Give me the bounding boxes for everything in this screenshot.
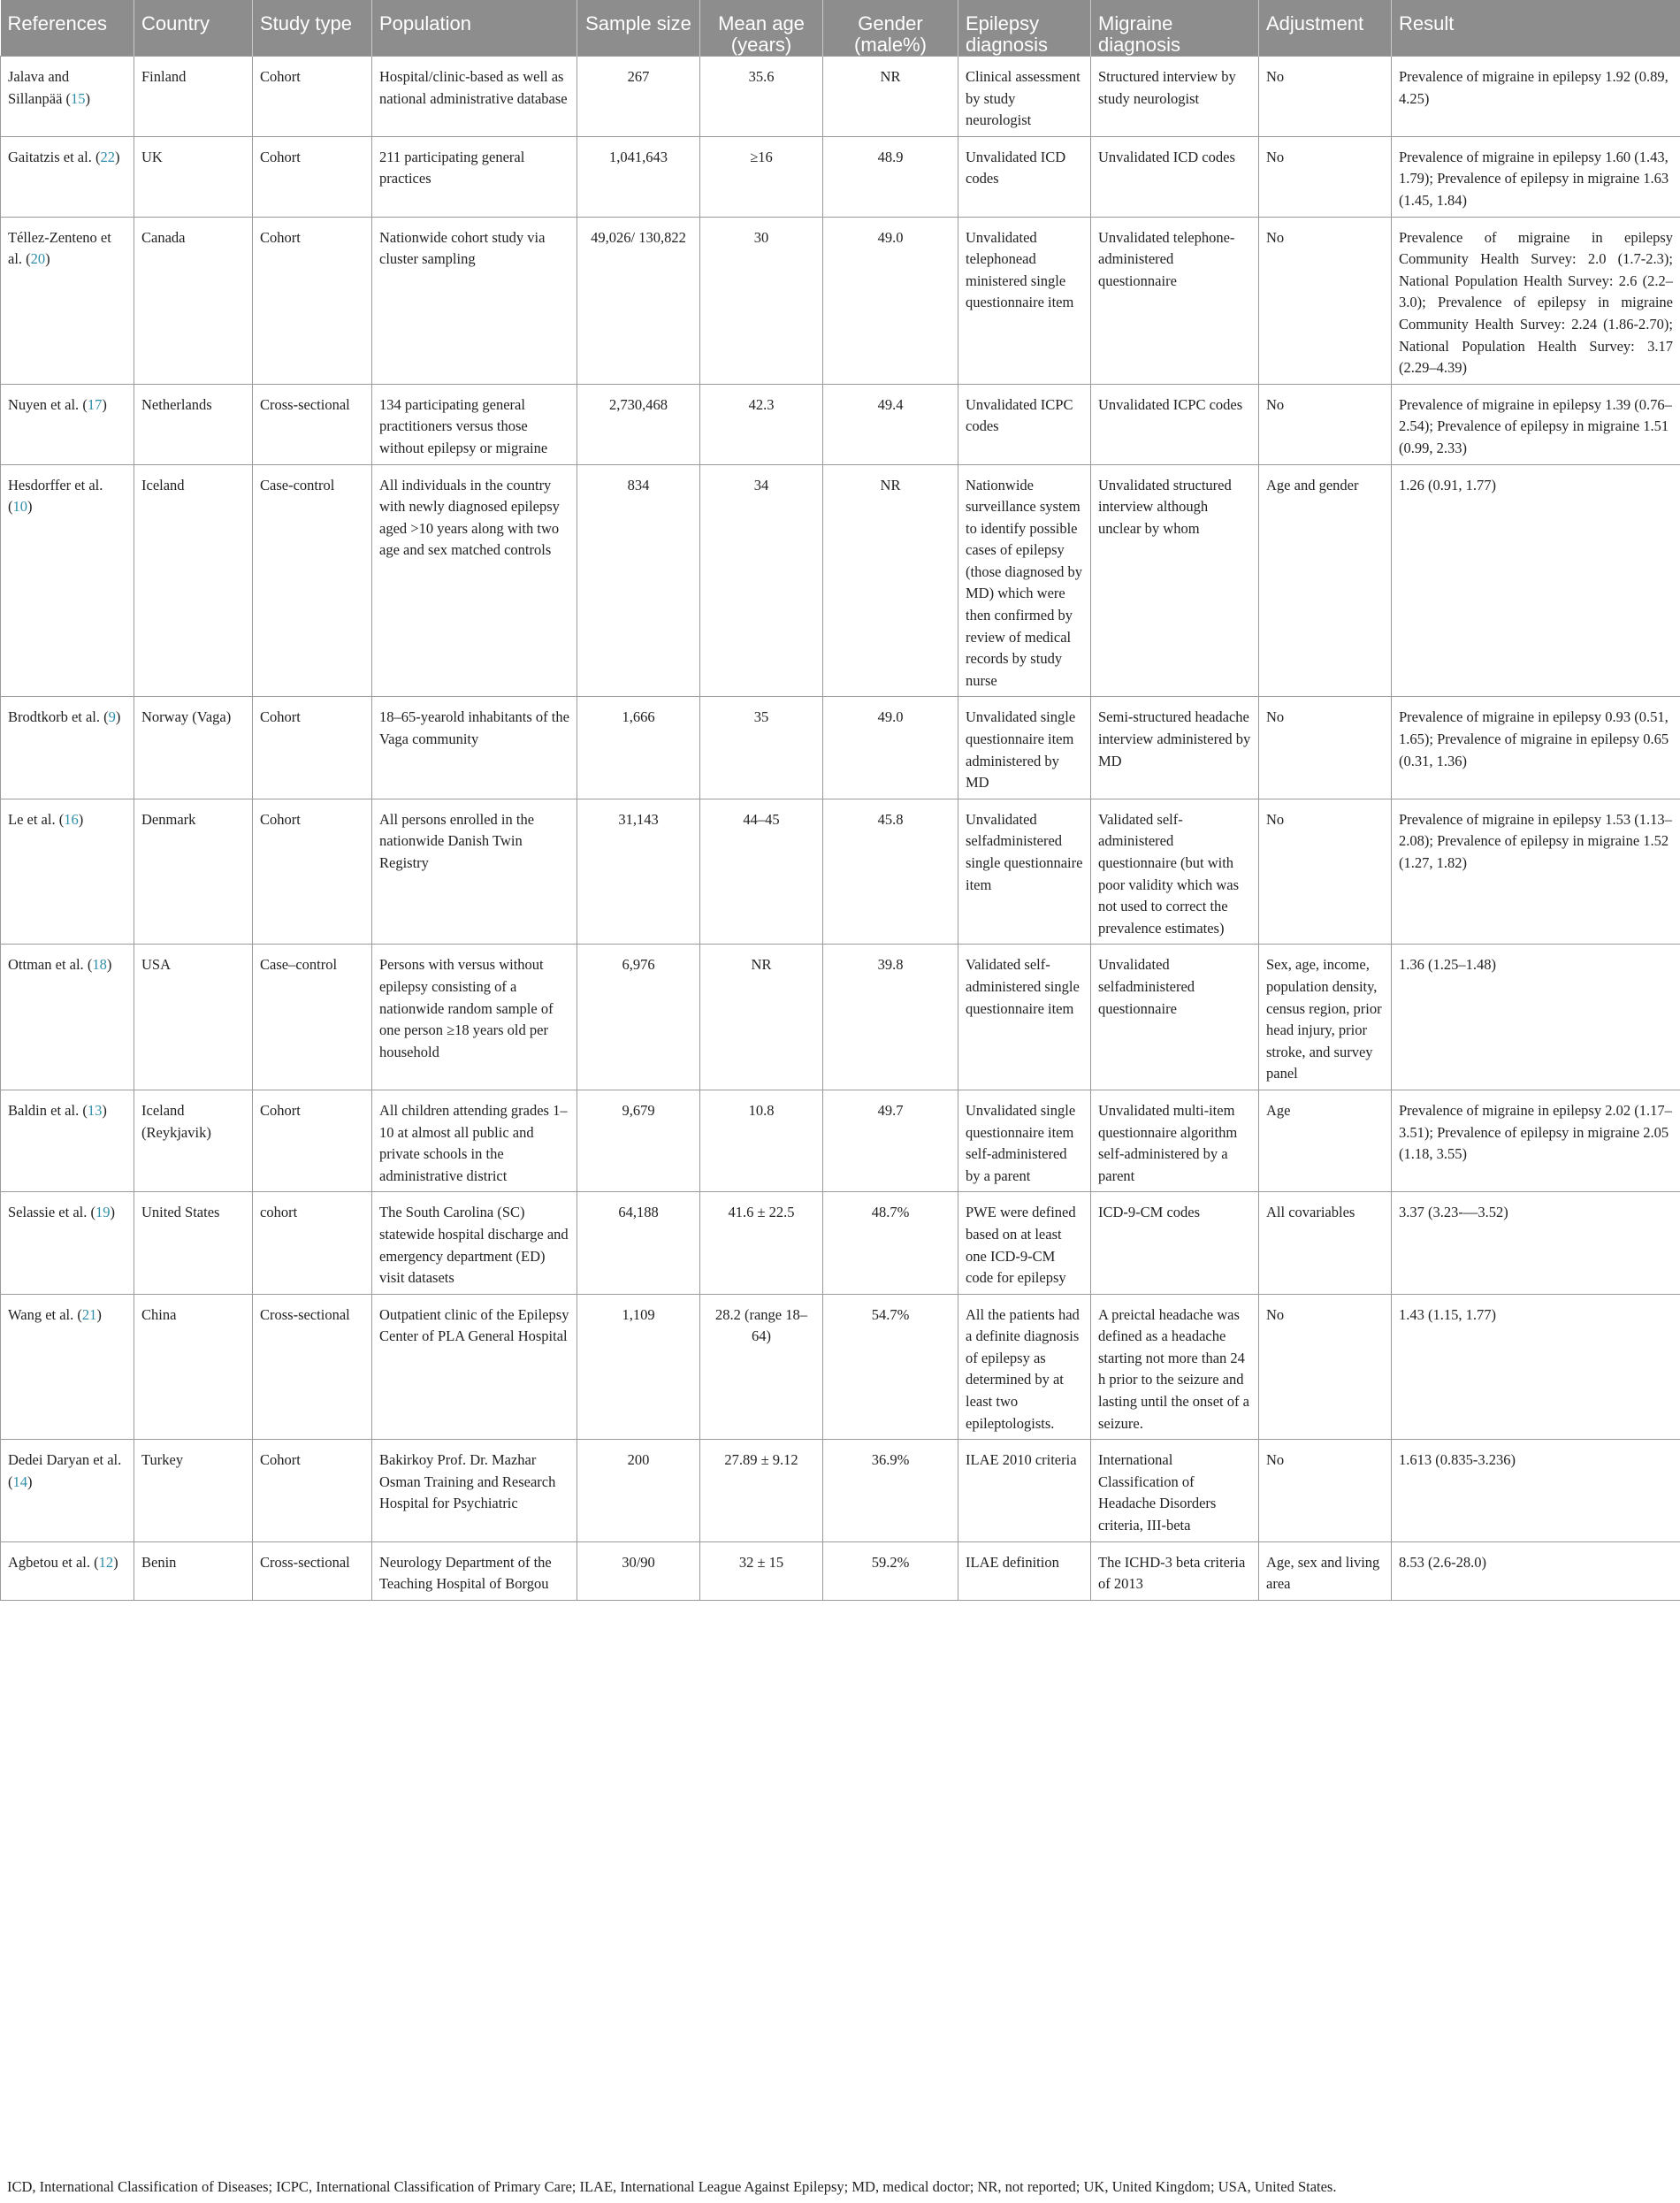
cell-mean-age: 44–45	[700, 799, 823, 945]
citation-link[interactable]: 19	[95, 1204, 111, 1221]
cell-population: 134 participating general practitioners versus those without epilepsy or migraine	[372, 384, 577, 464]
cell-migraine-diagnosis: Unvalidated ICD codes	[1091, 136, 1259, 217]
cell-gender: 49.0	[823, 697, 958, 799]
cell-study-type: Cohort	[253, 1090, 372, 1191]
cell-reference: Téllez-Zenteno et al. (20)	[1, 217, 134, 384]
cell-adjustment: No	[1259, 697, 1392, 799]
cell-migraine-diagnosis: ICD-9-CM codes	[1091, 1192, 1259, 1294]
cell-country: Iceland (Reykjavik)	[134, 1090, 253, 1191]
cell-country: Turkey	[134, 1440, 253, 1541]
cell-mean-age: NR	[700, 945, 823, 1090]
header-mean-age: Mean age (years)	[700, 0, 823, 57]
cell-result: 1.43 (1.15, 1.77)	[1392, 1294, 1680, 1440]
citation-link[interactable]: 20	[30, 250, 46, 268]
table-body	[1, 57, 1680, 1601]
cell-gender: 45.8	[823, 799, 958, 945]
cell-result: 3.37 (3.23-—3.52)	[1392, 1192, 1680, 1294]
cell-reference: Hesdorffer et al. (10)	[1, 464, 134, 697]
cell-study-type: Cohort	[253, 697, 372, 799]
cell-migraine-diagnosis: Structured interview by study neurologist	[1091, 57, 1259, 137]
cell-migraine-diagnosis: Validated self-administered questionnaire (but with poor validity which was not used to correct the prevalence estimates)	[1091, 799, 1259, 945]
header-sample-size: Sample size	[577, 0, 700, 57]
reference-author: Hesdorffer et al.	[8, 476, 103, 493]
cell-epilepsy-diagnosis: Nationwide surveillance system to identify possible cases of epilepsy (those diagnosed by MD) which were then confirmed by review of medical records by study nurse	[958, 464, 1091, 697]
citation-link[interactable]: 9	[108, 708, 116, 726]
cell-study-type: Cohort	[253, 1440, 372, 1541]
cell-result: 8.53 (2.6-28.0)	[1392, 1541, 1680, 1600]
reference-author: Gaitatzis et al.	[8, 148, 92, 165]
cell-result: Prevalence of migraine in epilepsy 1.60 (1.43, 1.79); Prevalence of epilepsy in migraine 1.63 (1.45, 1.84)	[1392, 136, 1680, 217]
cell-country: Canada	[134, 217, 253, 384]
cell-population: Persons with versus without epilepsy consisting of a nationwide random sample of one person ≥18 years old per household	[372, 945, 577, 1090]
cell-gender: NR	[823, 57, 958, 137]
cell-epilepsy-diagnosis: Unvalidated single questionnaire item self-administered by a parent	[958, 1090, 1091, 1191]
cell-reference: Le et al. (16)	[1, 799, 134, 945]
header-row	[1, 0, 1680, 57]
cell-sample-size: 2,730,468	[577, 384, 700, 464]
cell-migraine-diagnosis: International Classification of Headache Disorders criteria, III-beta	[1091, 1440, 1259, 1541]
cell-study-type: Case-control	[253, 464, 372, 697]
cell-gender: 48.9	[823, 136, 958, 217]
reference-author: Brodtkorb et al.	[8, 708, 101, 726]
table-row	[1, 1294, 1680, 1440]
cell-population: Bakirkoy Prof. Dr. Mazhar Osman Training and Research Hospital for Psychiatric	[372, 1440, 577, 1541]
cell-reference: Ottman et al. (18)	[1, 945, 134, 1090]
cell-gender: 39.8	[823, 945, 958, 1090]
cell-result: Prevalence of migraine in epilepsy 1.39 (0.76–2.54); Prevalence of epilepsy in migraine 1.51 (0.99, 2.33)	[1392, 384, 1680, 464]
cell-epilepsy-diagnosis: ILAE 2010 criteria	[958, 1440, 1091, 1541]
cell-adjustment: All covariables	[1259, 1192, 1392, 1294]
reference-author: Téllez-Zenteno et al.	[8, 228, 111, 268]
cell-result: 1.26 (0.91, 1.77)	[1392, 464, 1680, 697]
cell-mean-age: ≥16	[700, 136, 823, 217]
cell-population: 211 participating general practices	[372, 136, 577, 217]
cell-population: 18–65-yearold inhabitants of the Vaga community	[372, 697, 577, 799]
table-row	[1, 799, 1680, 945]
cell-epilepsy-diagnosis: PWE were defined based on at least one ICD-9-CM code for epilepsy	[958, 1192, 1091, 1294]
cell-adjustment: No	[1259, 799, 1392, 945]
cell-country: Iceland	[134, 464, 253, 697]
reference-author: Agbetou et al.	[8, 1553, 91, 1571]
cell-epilepsy-diagnosis: Validated self-administered single questionnaire item	[958, 945, 1091, 1090]
cell-epilepsy-diagnosis: Unvalidated ICD codes	[958, 136, 1091, 217]
cell-population: The South Carolina (SC) statewide hospital discharge and emergency department (ED) visit datasets	[372, 1192, 577, 1294]
cell-epilepsy-diagnosis: Unvalidated ICPC codes	[958, 384, 1091, 464]
table-row	[1, 136, 1680, 217]
cell-study-type: Cross-sectional	[253, 1294, 372, 1440]
cell-sample-size: 30/90	[577, 1541, 700, 1600]
cell-study-type: Cohort	[253, 57, 372, 137]
reference-author: Jalava and Sillanpää	[8, 68, 70, 107]
cell-adjustment: Age	[1259, 1090, 1392, 1191]
cell-adjustment: No	[1259, 136, 1392, 217]
cell-epilepsy-diagnosis: ILAE definition	[958, 1541, 1091, 1600]
cell-migraine-diagnosis: Semi-structured headache interview administered by MD	[1091, 697, 1259, 799]
cell-mean-age: 28.2 (range 18–64)	[700, 1294, 823, 1440]
cell-sample-size: 1,041,643	[577, 136, 700, 217]
cell-sample-size: 6,976	[577, 945, 700, 1090]
table-footnote: ICD, International Classification of Diseases; ICPC, International Classification of Primary Care; ILAE, International League Against Epilepsy; MD, medical doctor; NR, not reported; UK, United Kingdom; USA, United States.	[7, 2178, 1337, 2195]
cell-migraine-diagnosis: The ICHD-3 beta criteria of 2013	[1091, 1541, 1259, 1600]
cell-adjustment: No	[1259, 384, 1392, 464]
cell-epilepsy-diagnosis: All the patients had a definite diagnosis of epilepsy as determined by at least two epileptologists.	[958, 1294, 1091, 1440]
cell-adjustment: Age and gender	[1259, 464, 1392, 697]
header-migraine-diagnosis: Migraine diagnosis	[1091, 0, 1259, 57]
cell-gender: 49.4	[823, 384, 958, 464]
cell-adjustment: No	[1259, 1440, 1392, 1541]
cell-country: United States	[134, 1192, 253, 1294]
cell-population: Hospital/clinic-based as well as national administrative database	[372, 57, 577, 137]
cell-gender: 36.9%	[823, 1440, 958, 1541]
cell-sample-size: 200	[577, 1440, 700, 1541]
reference-author: Dedei Daryan et al.	[8, 1451, 122, 1469]
cell-adjustment: Age, sex and living area	[1259, 1541, 1392, 1600]
cell-sample-size: 49,026/ 130,822	[577, 217, 700, 384]
cell-sample-size: 31,143	[577, 799, 700, 945]
reference-author: Ottman et al.	[8, 956, 84, 974]
cell-gender: 59.2%	[823, 1541, 958, 1600]
cell-sample-size: 267	[577, 57, 700, 137]
table-row	[1, 464, 1680, 697]
citation-link[interactable]: 15	[71, 89, 86, 107]
cell-epilepsy-diagnosis: Clinical assessment by study neurologist	[958, 57, 1091, 137]
cell-population: Nationwide cohort study via cluster sampling	[372, 217, 577, 384]
table-row	[1, 1541, 1680, 1600]
cell-adjustment: No	[1259, 217, 1392, 384]
header-epilepsy-diagnosis: Epilepsy diagnosis	[958, 0, 1091, 57]
cell-mean-age: 42.3	[700, 384, 823, 464]
citation-link[interactable]: 22	[100, 148, 115, 165]
citation-link[interactable]: 16	[64, 810, 79, 828]
header-adjustment: Adjustment	[1259, 0, 1392, 57]
cell-mean-age: 10.8	[700, 1090, 823, 1191]
cell-result: Prevalence of migraine in epilepsy 2.02 (1.17–3.51); Prevalence of epilepsy in migraine 2.05 (1.18, 3.55)	[1392, 1090, 1680, 1191]
cell-migraine-diagnosis: A preictal headache was defined as a headache starting not more than 24 h prior to the seizure and lasting until the onset of a seizure.	[1091, 1294, 1259, 1440]
cell-reference: Selassie et al. (19)	[1, 1192, 134, 1294]
table-row	[1, 697, 1680, 799]
reference-author: Le et al.	[8, 810, 56, 828]
cell-adjustment: Sex, age, income, population density, census region, prior head injury, prior stroke, and survey panel	[1259, 945, 1392, 1090]
cell-gender: 48.7%	[823, 1192, 958, 1294]
cell-country: Denmark	[134, 799, 253, 945]
cell-mean-age: 34	[700, 464, 823, 697]
citation-link[interactable]: 18	[92, 956, 107, 974]
cell-study-type: Cross-sectional	[253, 1541, 372, 1600]
table-row	[1, 1090, 1680, 1191]
citation-link[interactable]: 12	[98, 1553, 114, 1571]
cell-population: All persons enrolled in the nationwide Danish Twin Registry	[372, 799, 577, 945]
cell-epilepsy-diagnosis: Unvalidated single questionnaire item administered by MD	[958, 697, 1091, 799]
cell-sample-size: 1,666	[577, 697, 700, 799]
cell-study-type: Cohort	[253, 136, 372, 217]
cell-gender: NR	[823, 464, 958, 697]
cell-migraine-diagnosis: Unvalidated structured interview although unclear by whom	[1091, 464, 1259, 697]
header-study-type: Study type	[253, 0, 372, 57]
cell-reference: Agbetou et al. (12)	[1, 1541, 134, 1600]
reference-author: Selassie et al.	[8, 1204, 88, 1221]
cell-migraine-diagnosis: Unvalidated ICPC codes	[1091, 384, 1259, 464]
cell-result: Prevalence of migraine in epilepsy 0.93 (0.51, 1.65); Prevalence of migraine in epilepsy 0.65 (0.31, 1.36)	[1392, 697, 1680, 799]
cell-migraine-diagnosis: Unvalidated multi-item questionnaire algorithm self-administered by a parent	[1091, 1090, 1259, 1191]
cell-result: Prevalence of migraine in epilepsy 1.92 (0.89, 4.25)	[1392, 57, 1680, 137]
cell-mean-age: 35	[700, 697, 823, 799]
cell-epilepsy-diagnosis: Unvalidated telephonead ministered single questionnaire item	[958, 217, 1091, 384]
cell-country: Norway (Vaga)	[134, 697, 253, 799]
cell-reference: Jalava and Sillanpää (15)	[1, 57, 134, 137]
cell-study-type: Case–control	[253, 945, 372, 1090]
cell-country: UK	[134, 136, 253, 217]
cell-country: Finland	[134, 57, 253, 137]
table-row	[1, 384, 1680, 464]
cell-mean-age: 30	[700, 217, 823, 384]
cell-adjustment: No	[1259, 57, 1392, 137]
header-population: Population	[372, 0, 577, 57]
cell-sample-size: 834	[577, 464, 700, 697]
citation-link[interactable]: 14	[12, 1472, 27, 1490]
table-row	[1, 217, 1680, 384]
cell-country: China	[134, 1294, 253, 1440]
cell-study-type: cohort	[253, 1192, 372, 1294]
cell-gender: 49.0	[823, 217, 958, 384]
cell-reference: Wang et al. (21)	[1, 1294, 134, 1440]
cell-sample-size: 1,109	[577, 1294, 700, 1440]
cell-country: USA	[134, 945, 253, 1090]
table-row	[1, 1192, 1680, 1294]
cell-mean-age: 41.6 ± 22.5	[700, 1192, 823, 1294]
cell-gender: 54.7%	[823, 1294, 958, 1440]
cell-reference: Gaitatzis et al. (22)	[1, 136, 134, 217]
header-references: References	[1, 0, 134, 57]
reference-author: Wang et al.	[8, 1305, 74, 1323]
reference-author: Baldin et al.	[8, 1101, 80, 1119]
cell-adjustment: No	[1259, 1294, 1392, 1440]
citation-link[interactable]: 10	[12, 498, 27, 516]
citation-link[interactable]: 21	[81, 1305, 97, 1323]
cell-mean-age: 27.89 ± 9.12	[700, 1440, 823, 1541]
cell-migraine-diagnosis: Unvalidated telephone-administered questionnaire	[1091, 217, 1259, 384]
cell-study-type: Cohort	[253, 217, 372, 384]
citation-link[interactable]: 17	[87, 395, 103, 413]
header-gender: Gender (male%)	[823, 0, 958, 57]
citation-link[interactable]: 13	[87, 1101, 103, 1119]
cell-country: Netherlands	[134, 384, 253, 464]
cell-result: 1.613 (0.835-3.236)	[1392, 1440, 1680, 1541]
cell-reference: Brodtkorb et al. (9)	[1, 697, 134, 799]
cell-population: All children attending grades 1–10 at almost all public and private schools in the administrative district	[372, 1090, 577, 1191]
header-result: Result	[1392, 0, 1680, 57]
cell-study-type: Cohort	[253, 799, 372, 945]
reference-author: Nuyen et al.	[8, 395, 80, 413]
cell-population: All individuals in the country with newly diagnosed epilepsy aged >10 years along with two age and sex matched controls	[372, 464, 577, 697]
cell-study-type: Cross-sectional	[253, 384, 372, 464]
cell-result: 1.36 (1.25–1.48)	[1392, 945, 1680, 1090]
cell-epilepsy-diagnosis: Unvalidated selfadministered single questionnaire item	[958, 799, 1091, 945]
cell-reference: Baldin et al. (13)	[1, 1090, 134, 1191]
cell-mean-age: 32 ± 15	[700, 1541, 823, 1600]
cell-reference: Nuyen et al. (17)	[1, 384, 134, 464]
table-row	[1, 1440, 1680, 1541]
cell-gender: 49.7	[823, 1090, 958, 1191]
cell-migraine-diagnosis: Unvalidated selfadministered questionnaire	[1091, 945, 1259, 1090]
table-row	[1, 57, 1680, 137]
cell-sample-size: 64,188	[577, 1192, 700, 1294]
cell-country: Benin	[134, 1541, 253, 1600]
cell-result: Prevalence of migraine in epilepsy Community Health Survey: 2.0 (1.7-2.3); National Population Health Survey: 2.6 (2.2–3.0); Prevalence of epilepsy in migraine Community Health Survey: 2.24 (1.86-2.70); National Population Health Survey: 3.17 (2.29–4.39)	[1392, 217, 1680, 384]
cell-result: Prevalence of migraine in epilepsy 1.53 (1.13–2.08); Prevalence of epilepsy in migraine 1.52 (1.27, 1.82)	[1392, 799, 1680, 945]
cell-mean-age: 35.6	[700, 57, 823, 137]
cell-sample-size: 9,679	[577, 1090, 700, 1191]
cell-reference: Dedei Daryan et al. (14)	[1, 1440, 134, 1541]
header-country: Country	[134, 0, 253, 57]
cell-population: Outpatient clinic of the Epilepsy Center of PLA General Hospital	[372, 1294, 577, 1440]
cell-population: Neurology Department of the Teaching Hospital of Borgou	[372, 1541, 577, 1600]
table-row	[1, 945, 1680, 1090]
